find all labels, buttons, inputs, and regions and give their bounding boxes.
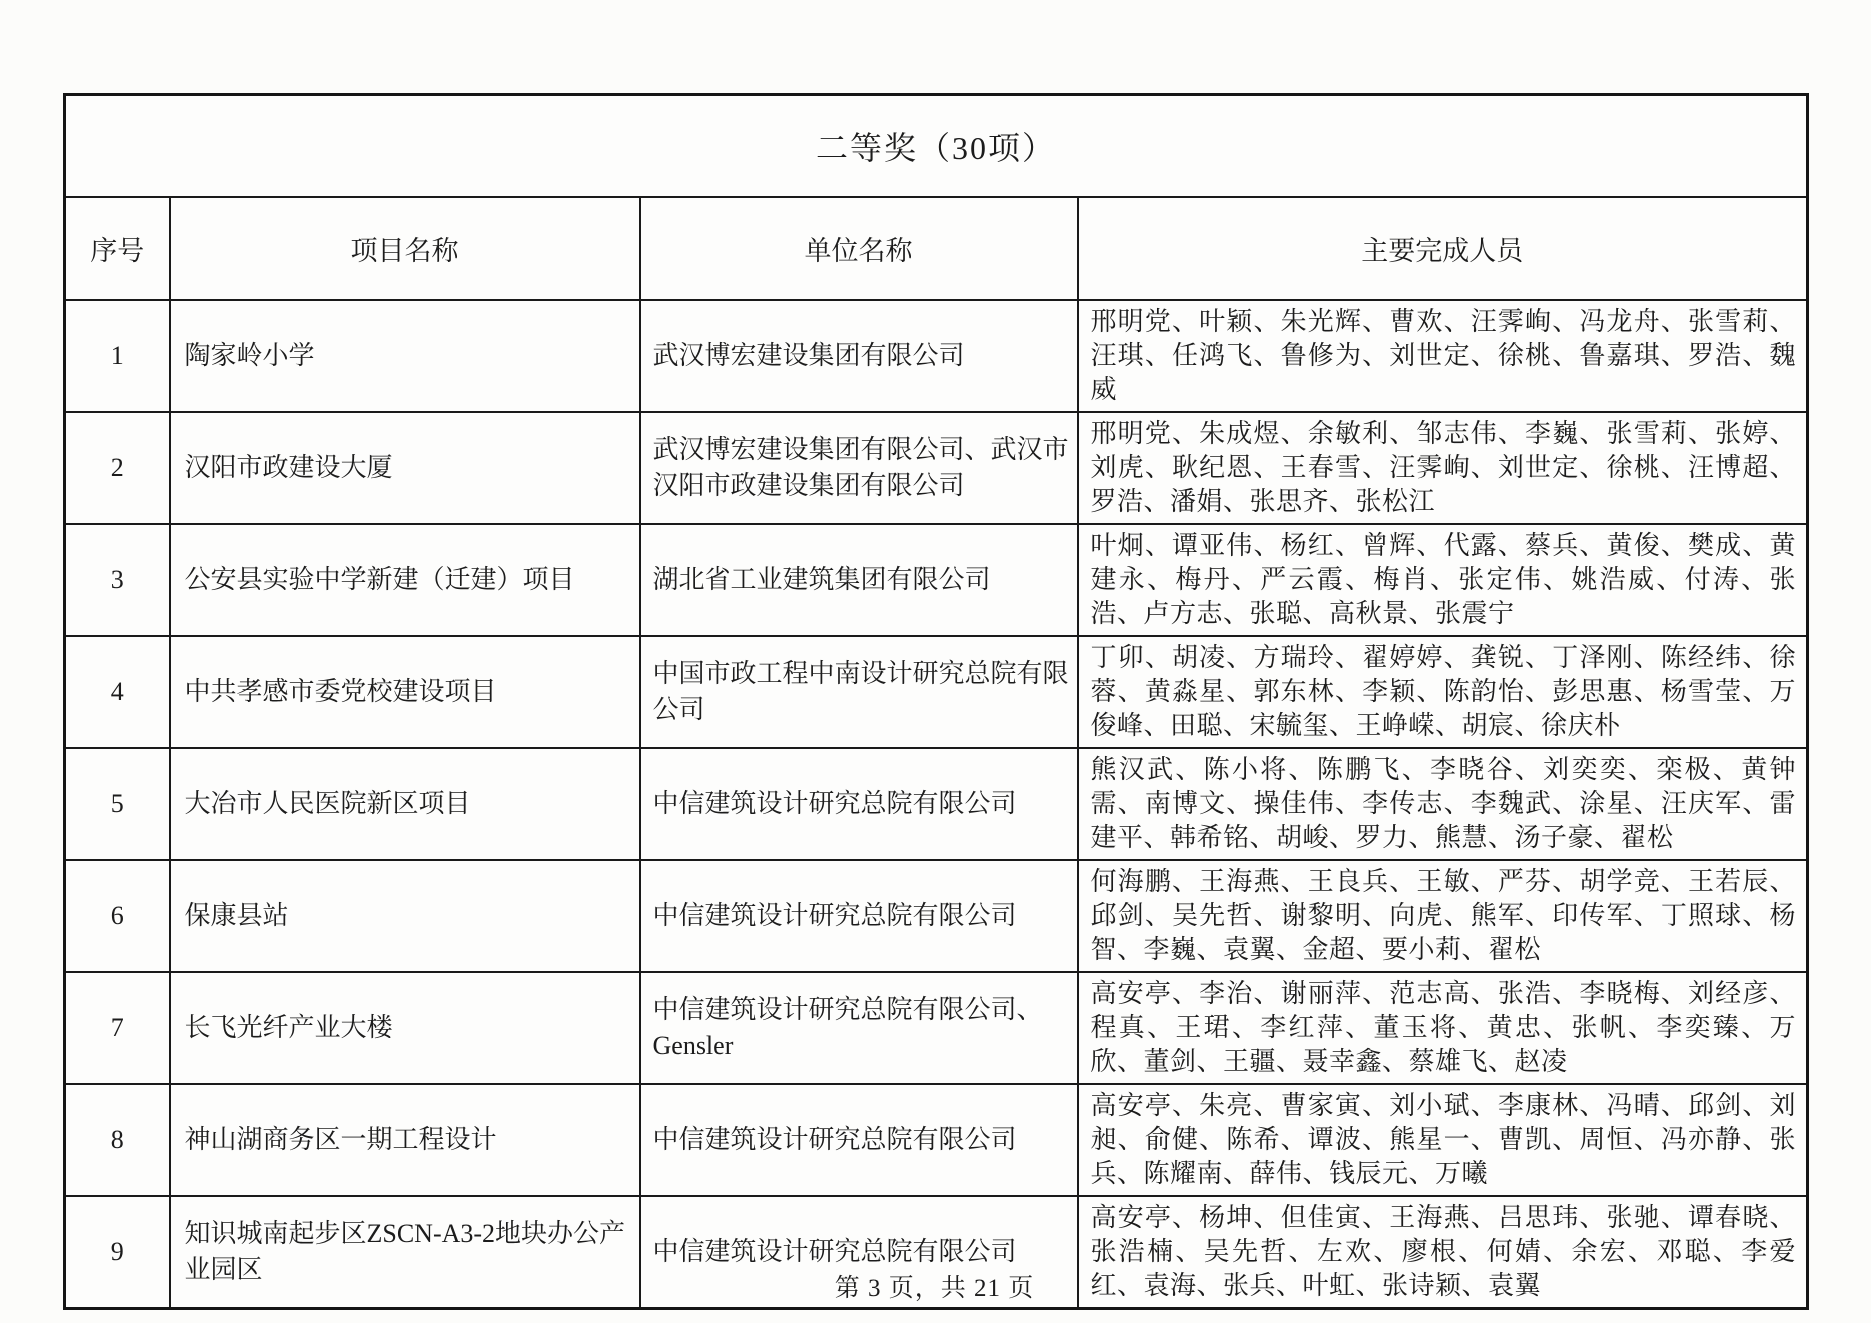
row-2-project: 汉阳市政建设大厦: [170, 412, 640, 524]
header-row: [65, 197, 1808, 300]
row-7-project: 长飞光纤产业大楼: [170, 972, 640, 1084]
header-unit: 单位名称: [640, 197, 1078, 300]
awards-table: [63, 93, 1809, 1310]
table-row: [65, 1084, 1808, 1196]
table-row: [65, 300, 1808, 412]
row-4-personnel: 丁卯、胡凌、方瑞玲、翟婷婷、龚锐、丁泽刚、陈经纬、徐蓉、黄淼星、郭东林、李颖、陈韵怡、彭思惠、杨雪莹、万俊峰、田聪、宋毓玺、王峥嵘、胡宸、徐庆朴: [1078, 636, 1808, 748]
row-6-unit: 中信建筑设计研究总院有限公司: [640, 860, 1078, 972]
header-personnel: 主要完成人员: [1078, 197, 1808, 300]
row-9-no: 9: [65, 1196, 170, 1309]
row-3-no: 3: [65, 524, 170, 636]
table-title: 二等奖（30项）: [65, 95, 1808, 197]
row-3-project: 公安县实验中学新建（迁建）项目: [170, 524, 640, 636]
row-3-unit: 湖北省工业建筑集团有限公司: [640, 524, 1078, 636]
table-row: [65, 972, 1808, 1084]
row-6-personnel: 何海鹏、王海燕、王良兵、王敏、严芬、胡学竞、王若辰、邱剑、吴先哲、谢黎明、向虎、熊军、印传军、丁照球、杨智、李巍、袁翼、金超、要小莉、翟松: [1078, 860, 1808, 972]
row-6-project: 保康县站: [170, 860, 640, 972]
table-row: [65, 748, 1808, 860]
row-9-personnel: 高安亭、杨坤、但佳寅、王海燕、吕思玮、张驰、谭春晓、张浩楠、吴先哲、左欢、廖根、何婧、余宏、邓聪、李爱红、袁海、张兵、叶虹、张诗颖、袁翼: [1078, 1196, 1808, 1309]
row-3-personnel: 叶炯、谭亚伟、杨红、曾辉、代露、蔡兵、黄俊、樊成、黄建永、梅丹、严云霞、梅肖、张定伟、姚浩威、付涛、张浩、卢方志、张聪、高秋景、张震宁: [1078, 524, 1808, 636]
row-5-unit: 中信建筑设计研究总院有限公司: [640, 748, 1078, 860]
row-8-personnel: 高安亭、朱亮、曹家寅、刘小珷、李康林、冯晴、邱剑、刘昶、俞健、陈希、谭波、熊星一、曹凯、周恒、冯亦静、张兵、陈耀南、薛伟、钱辰元、万曦: [1078, 1084, 1808, 1196]
row-9-unit: 中信建筑设计研究总院有限公司: [640, 1196, 1078, 1309]
page-number-footer: 第 3 页，共 21 页: [834, 1275, 1035, 1302]
table-row: [65, 636, 1808, 748]
row-7-no: 7: [65, 972, 170, 1084]
row-9-project: 知识城南起步区ZSCN-A3-2地块办公产业园区: [170, 1196, 640, 1309]
row-2-personnel: 邢明党、朱成煜、余敏利、邹志伟、李巍、张雪莉、张婷、刘虎、耿纪恩、王春雪、汪霁峋、刘世定、徐桃、汪博超、罗浩、潘娟、张思齐、张松江: [1078, 412, 1808, 524]
row-1-personnel: 邢明党、叶颖、朱光辉、曹欢、汪霁峋、冯龙舟、张雪莉、汪琪、任鸿飞、鲁修为、刘世定、徐桃、鲁嘉琪、罗浩、魏威: [1078, 300, 1808, 412]
row-2-unit: 武汉博宏建设集团有限公司、武汉市汉阳市政建设集团有限公司: [640, 412, 1078, 524]
row-7-unit: 中信建筑设计研究总院有限公司、Gensler: [640, 972, 1078, 1084]
row-1-no: 1: [65, 300, 170, 412]
table-row: [65, 860, 1808, 972]
row-8-project: 神山湖商务区一期工程设计: [170, 1084, 640, 1196]
row-2-no: 2: [65, 412, 170, 524]
table-row: [65, 524, 1808, 636]
row-6-no: 6: [65, 860, 170, 972]
row-5-personnel: 熊汉武、陈小将、陈鹏飞、李晓谷、刘奕奕、栾极、黄钟需、南博文、操佳伟、李传志、李魏武、涂星、汪庆军、雷建平、韩希铭、胡峻、罗力、熊慧、汤子豪、翟松: [1078, 748, 1808, 860]
row-5-project: 大冶市人民医院新区项目: [170, 748, 640, 860]
row-7-personnel: 高安亭、李治、谢丽萍、范志高、张浩、李晓梅、刘经彦、程真、王珺、李红萍、董玉将、黄忠、张帆、李奕臻、万欣、董剑、王疆、聂幸鑫、蔡雄飞、赵凌: [1078, 972, 1808, 1084]
row-4-no: 4: [65, 636, 170, 748]
title-row: [65, 95, 1808, 197]
row-1-unit: 武汉博宏建设集团有限公司: [640, 300, 1078, 412]
header-no: 序号: [65, 197, 170, 300]
row-4-unit: 中国市政工程中南设计研究总院有限公司: [640, 636, 1078, 748]
table-row: [65, 412, 1808, 524]
row-5-no: 5: [65, 748, 170, 860]
header-project: 项目名称: [170, 197, 640, 300]
row-1-project: 陶家岭小学: [170, 300, 640, 412]
row-8-no: 8: [65, 1084, 170, 1196]
row-8-unit: 中信建筑设计研究总院有限公司: [640, 1084, 1078, 1196]
row-4-project: 中共孝感市委党校建设项目: [170, 636, 640, 748]
